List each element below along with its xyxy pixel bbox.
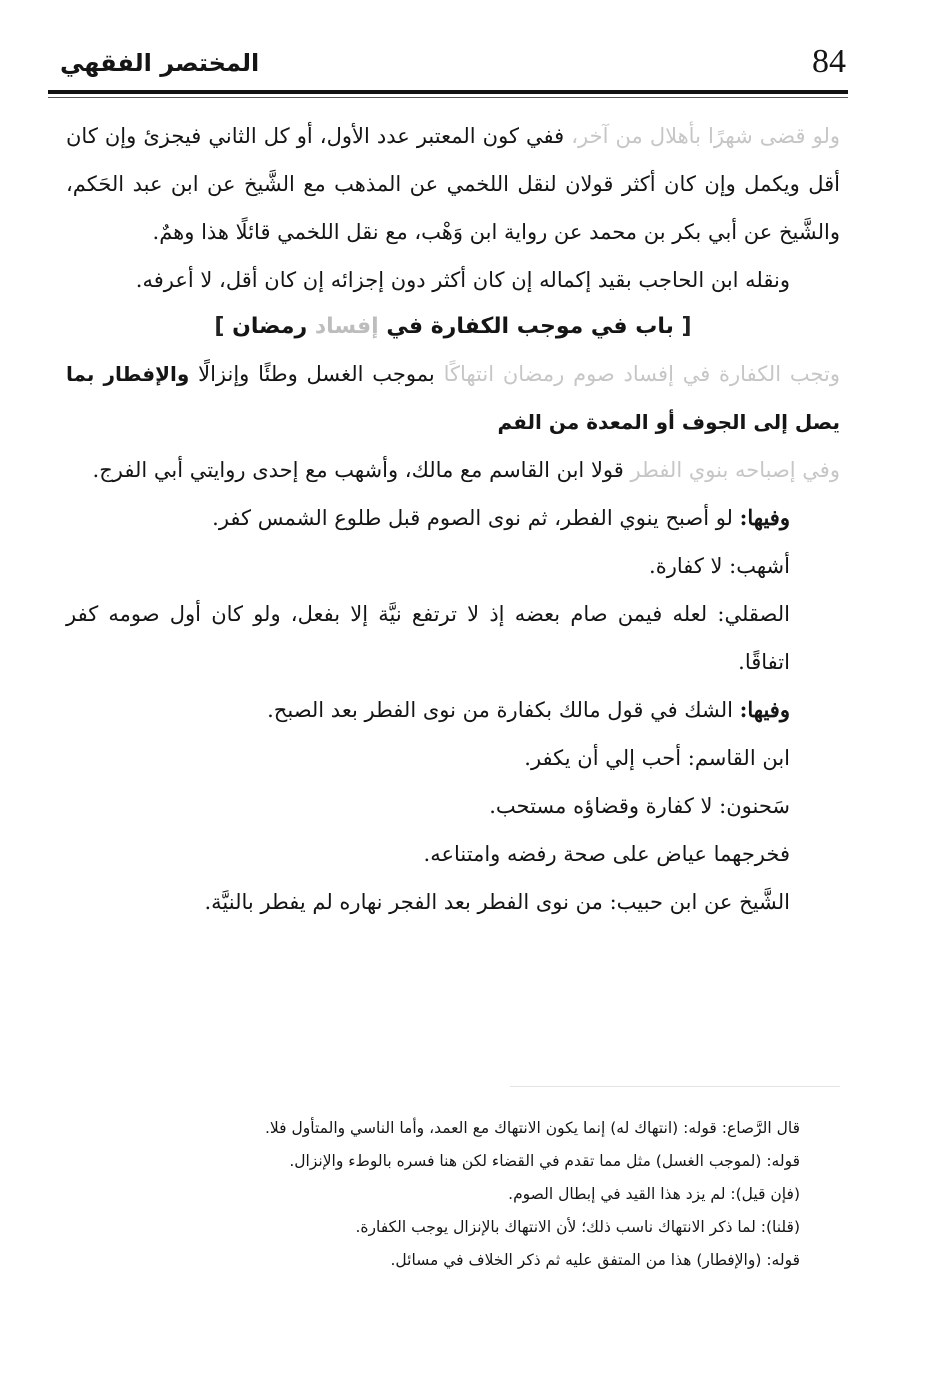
running-title: المختصر الفقهي: [60, 49, 260, 77]
paragraph: [66, 112, 840, 256]
heading-text: باب في موجب الكفارة في: [386, 314, 674, 339]
paragraph: [66, 350, 840, 446]
paragraph: الصقلي: لعله فيمن صام بعضه إذ لا ترتفع نيَّة إلا بفعل، ولو كان أول صومه كفر اتفاقًا.: [66, 602, 790, 674]
paragraph-text: لو أصبح ينوي الفطر، ثم نوى الصوم قبل طلوع الشمس كفر.: [212, 506, 733, 530]
heading-bracket-close: ]: [214, 314, 225, 339]
footnote-line: (فإن قيل): لم يزد هذا القيد في إبطال الصوم.: [508, 1185, 800, 1203]
header-rule-thin: [48, 97, 848, 98]
faded-text: وفي إصباحه بنوي الفطر: [630, 458, 840, 482]
page-header: [48, 38, 848, 100]
faded-text: ولو قضى شهرًا بأهلال من آخر،: [571, 124, 840, 148]
main-text: [66, 112, 840, 926]
footnote-line: قال الرَّصاع: قوله: (انتهاك له) إنما يكون الانتهاك مع العمد، وأما الناسي والمتأول فلا.: [265, 1119, 800, 1137]
faded-text: وتجب الكفارة في إفساد صوم رمضان انتهاكًا: [443, 362, 840, 386]
footnote-line: قوله: (لموجب الغسل) مثل مما تقدم في القضاء لكن هنا فسره بالوطء والإنزال.: [289, 1152, 800, 1170]
footnotes: [100, 1112, 800, 1277]
paragraph-text: بموجب الغسل وطئًا وإنزالًا: [198, 362, 435, 386]
heading-text-end: رمضان: [232, 314, 308, 339]
page-number: 84: [812, 43, 846, 80]
footnote-line: قوله: (والإفطار) هذا من المتفق عليه ثم ذكر الخلاف في مسائل.: [390, 1251, 800, 1269]
header-rule: [48, 90, 848, 94]
paragraph: الشَّيخ عن ابن حبيب: من نوى الفطر بعد الفجر نهاره لم يفطر بالنيَّة.: [204, 890, 790, 914]
paragraph-text: قولا ابن القاسم مع مالك، وأشهب مع إحدى روايتي أبي الفرج.: [92, 458, 624, 482]
paragraph: [66, 446, 840, 494]
keyword-label: وفيها:: [739, 505, 790, 530]
paragraph: أشهب: لا كفارة.: [649, 554, 790, 578]
paragraph: فخرجهما عياض على صحة رفضه وامتناعه.: [423, 842, 790, 866]
footnote-line: (قلنا): لما ذكر الانتهاك ناسب ذلك؛ لأن الانتهاك بالإنزال يوجب الكفارة.: [355, 1218, 800, 1236]
paragraph: ابن القاسم: أحب إلي أن يكفر.: [524, 746, 790, 770]
keyword-label: وفيها:: [739, 697, 790, 722]
paragraph-text: ففي كون المعتبر عدد الأول، أو كل الثاني فيجزئ وإن كان أقل ويكمل وإن كان أكثر قولان لنقل اللخمي عن المذهب مع الشَّيخ عن ابن عبد الحَكم، والشَّيخ عن أبي بكر بن محمد عن رواية ابن وَهْب، مع نقل اللخمي قائلًا هذا وهمٌ.: [66, 124, 840, 244]
paragraph: [66, 494, 840, 542]
bold-text: والإفطار بما يصل إلى الجوف أو المعدة من الفم: [66, 362, 840, 434]
paragraph: [66, 686, 840, 734]
heading-faded-text: إفساد: [314, 314, 379, 339]
paragraph-text: الشك في قول مالك بكفارة من نوى الفطر بعد الصبح.: [267, 698, 733, 722]
heading-bracket-open: [: [681, 314, 692, 339]
paragraph: سَحنون: لا كفارة وقضاؤه مستحب.: [489, 794, 790, 818]
paragraph: ونقله ابن الحاجب بقيد إكماله إن كان أكثر دون إجزائه إن كان أقل، لا أعرفه.: [135, 268, 790, 292]
footnote-divider: [510, 1086, 840, 1087]
chapter-heading: [66, 304, 840, 350]
